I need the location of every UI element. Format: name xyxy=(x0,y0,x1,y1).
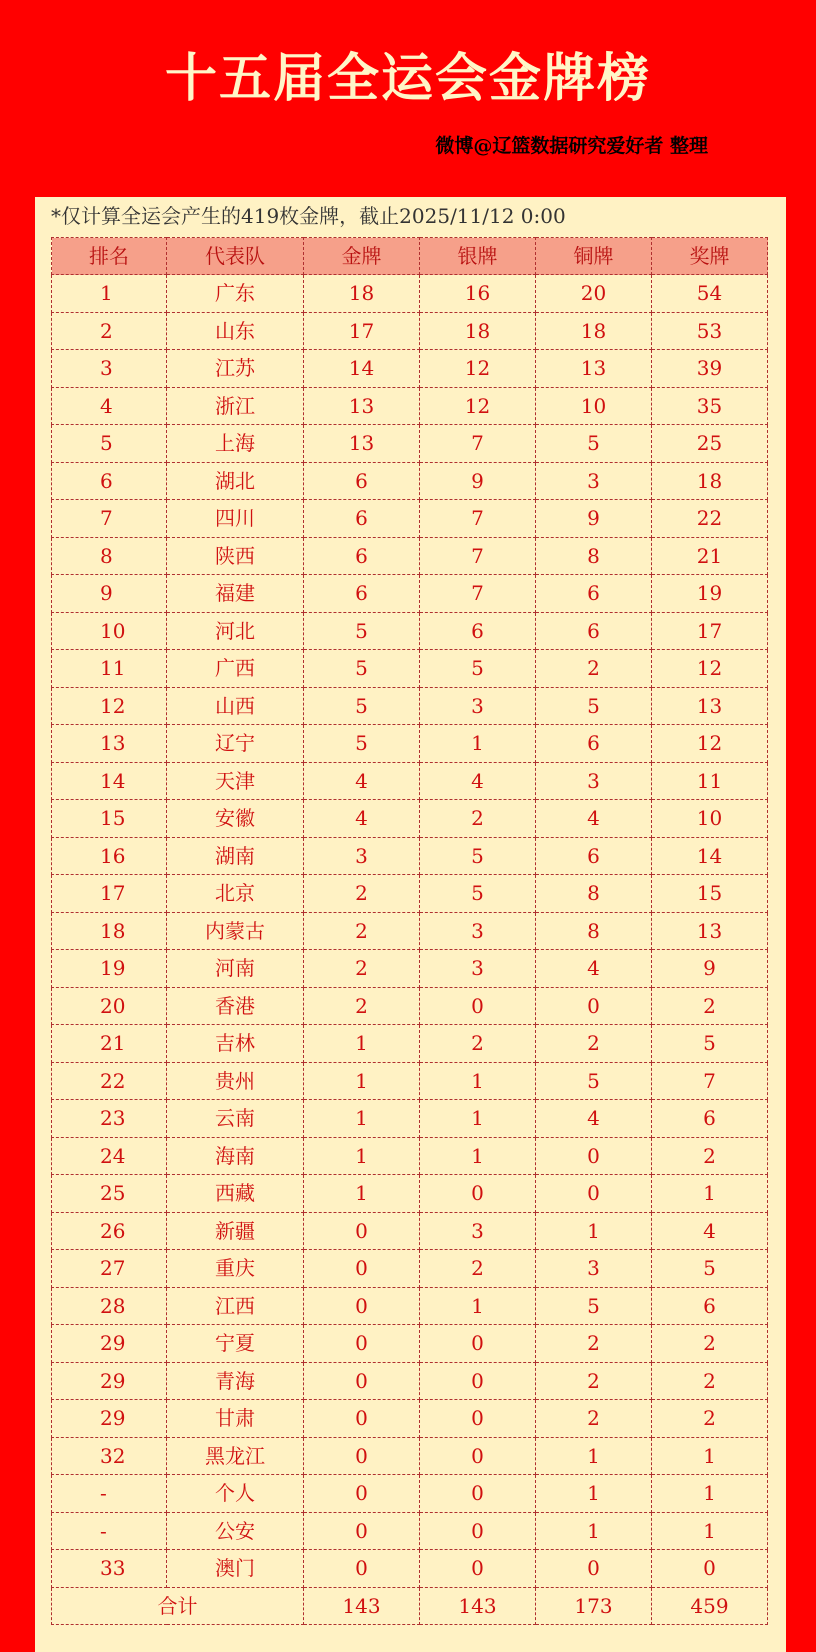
table-row xyxy=(52,725,768,763)
rank-cell: 13 xyxy=(52,725,167,763)
table-row xyxy=(52,500,768,538)
silver-cell: 3 xyxy=(420,950,536,988)
silver-cell: 7 xyxy=(420,500,536,538)
rank-cell: 25 xyxy=(52,1175,167,1213)
rank-cell: 10 xyxy=(52,612,167,650)
medals-cell: 10 xyxy=(652,800,768,838)
gold-cell: 6 xyxy=(304,537,420,575)
medals-cell: 18 xyxy=(652,462,768,500)
table-row xyxy=(52,875,768,913)
team-cell: 四川 xyxy=(167,500,304,538)
table-header-row xyxy=(52,238,768,275)
silver-cell: 0 xyxy=(420,1175,536,1213)
table-row xyxy=(52,1325,768,1363)
gold-cell: 0 xyxy=(304,1550,420,1588)
silver-cell: 7 xyxy=(420,537,536,575)
table-row xyxy=(52,650,768,688)
medals-cell: 1 xyxy=(652,1475,768,1513)
bronze-cell: 5 xyxy=(536,1062,652,1100)
silver-cell: 0 xyxy=(420,1362,536,1400)
team-cell: 陕西 xyxy=(167,537,304,575)
gold-cell: 13 xyxy=(304,387,420,425)
medals-cell: 54 xyxy=(652,275,768,313)
rank-cell: 27 xyxy=(52,1250,167,1288)
gold-cell: 1 xyxy=(304,1062,420,1100)
medals-cell: 1 xyxy=(652,1512,768,1550)
rank-cell: 18 xyxy=(52,912,167,950)
silver-cell: 0 xyxy=(420,1437,536,1475)
gold-cell: 2 xyxy=(304,950,420,988)
table-row xyxy=(52,312,768,350)
table-row xyxy=(52,687,768,725)
gold-cell: 3 xyxy=(304,837,420,875)
rank-cell: 11 xyxy=(52,650,167,688)
bronze-cell: 3 xyxy=(536,462,652,500)
bronze-cell: 8 xyxy=(536,537,652,575)
bronze-cell: 5 xyxy=(536,687,652,725)
silver-cell: 0 xyxy=(420,1400,536,1438)
medals-cell: 13 xyxy=(652,687,768,725)
table-row xyxy=(52,537,768,575)
bronze-cell: 1 xyxy=(536,1212,652,1250)
total-silver: 143 xyxy=(420,1587,536,1625)
gold-cell: 5 xyxy=(304,687,420,725)
table-row xyxy=(52,462,768,500)
table-row xyxy=(52,1212,768,1250)
table-note: *仅计算全运会产生的419枚金牌，截止2025/11/12 0:00 xyxy=(51,204,566,228)
table-row xyxy=(52,612,768,650)
gold-cell: 1 xyxy=(304,1175,420,1213)
bronze-cell: 18 xyxy=(536,312,652,350)
silver-cell: 1 xyxy=(420,1100,536,1138)
silver-cell: 5 xyxy=(420,650,536,688)
silver-cell: 6 xyxy=(420,612,536,650)
bronze-cell: 2 xyxy=(536,1025,652,1063)
bronze-cell: 2 xyxy=(536,1362,652,1400)
silver-cell: 18 xyxy=(420,312,536,350)
table-row xyxy=(52,1400,768,1438)
silver-cell: 3 xyxy=(420,687,536,725)
gold-cell: 0 xyxy=(304,1362,420,1400)
team-cell: 个人 xyxy=(167,1475,304,1513)
team-cell: 上海 xyxy=(167,425,304,463)
gold-cell: 0 xyxy=(304,1250,420,1288)
gold-cell: 14 xyxy=(304,350,420,388)
table-row xyxy=(52,275,768,313)
gold-cell: 18 xyxy=(304,275,420,313)
rank-cell: 28 xyxy=(52,1287,167,1325)
table-row xyxy=(52,1175,768,1213)
table-row xyxy=(52,575,768,613)
team-cell: 黑龙江 xyxy=(167,1437,304,1475)
medals-cell: 2 xyxy=(652,1362,768,1400)
total-bronze: 173 xyxy=(536,1587,652,1625)
bronze-cell: 6 xyxy=(536,837,652,875)
silver-cell: 1 xyxy=(420,725,536,763)
page-title: 十五届全运会金牌榜 xyxy=(164,48,651,109)
bronze-cell: 20 xyxy=(536,275,652,313)
rank-cell: 5 xyxy=(52,425,167,463)
rank-cell: 20 xyxy=(52,987,167,1025)
team-cell: 新疆 xyxy=(167,1212,304,1250)
gold-cell: 1 xyxy=(304,1025,420,1063)
bronze-cell: 0 xyxy=(536,1550,652,1588)
team-cell: 澳门 xyxy=(167,1550,304,1588)
bronze-cell: 0 xyxy=(536,1175,652,1213)
bronze-cell: 6 xyxy=(536,612,652,650)
team-cell: 公安 xyxy=(167,1512,304,1550)
table-row xyxy=(52,762,768,800)
team-cell: 香港 xyxy=(167,987,304,1025)
gold-cell: 1 xyxy=(304,1100,420,1138)
silver-cell: 1 xyxy=(420,1062,536,1100)
team-cell: 广西 xyxy=(167,650,304,688)
medals-cell: 2 xyxy=(652,1400,768,1438)
team-cell: 辽宁 xyxy=(167,725,304,763)
silver-cell: 0 xyxy=(420,1512,536,1550)
gold-cell: 0 xyxy=(304,1287,420,1325)
gold-cell: 5 xyxy=(304,650,420,688)
bronze-cell: 4 xyxy=(536,950,652,988)
silver-cell: 5 xyxy=(420,875,536,913)
rank-cell: 4 xyxy=(52,387,167,425)
silver-cell: 0 xyxy=(420,1550,536,1588)
team-cell: 广东 xyxy=(167,275,304,313)
gold-cell: 4 xyxy=(304,762,420,800)
header-medals: 奖牌 xyxy=(652,238,768,275)
medals-cell: 25 xyxy=(652,425,768,463)
gold-cell: 13 xyxy=(304,425,420,463)
rank-cell: 32 xyxy=(52,1437,167,1475)
team-cell: 河北 xyxy=(167,612,304,650)
gold-cell: 4 xyxy=(304,800,420,838)
silver-cell: 0 xyxy=(420,1475,536,1513)
team-cell: 山东 xyxy=(167,312,304,350)
medals-cell: 7 xyxy=(652,1062,768,1100)
medals-cell: 11 xyxy=(652,762,768,800)
bronze-cell: 0 xyxy=(536,987,652,1025)
table-row xyxy=(52,837,768,875)
table-row xyxy=(52,387,768,425)
rank-cell: 19 xyxy=(52,950,167,988)
medals-cell: 35 xyxy=(652,387,768,425)
team-cell: 江苏 xyxy=(167,350,304,388)
medals-cell: 2 xyxy=(652,1137,768,1175)
team-cell: 安徽 xyxy=(167,800,304,838)
rank-cell: 29 xyxy=(52,1325,167,1363)
gold-cell: 6 xyxy=(304,500,420,538)
header-bronze: 铜牌 xyxy=(536,238,652,275)
rank-cell: 14 xyxy=(52,762,167,800)
silver-cell: 7 xyxy=(420,575,536,613)
rank-cell: 15 xyxy=(52,800,167,838)
bronze-cell: 8 xyxy=(536,875,652,913)
team-cell: 福建 xyxy=(167,575,304,613)
rank-cell: 7 xyxy=(52,500,167,538)
silver-cell: 9 xyxy=(420,462,536,500)
table-row xyxy=(52,1512,768,1550)
team-cell: 重庆 xyxy=(167,1250,304,1288)
rank-cell: 1 xyxy=(52,275,167,313)
table-row xyxy=(52,1062,768,1100)
medals-cell: 6 xyxy=(652,1287,768,1325)
silver-cell: 2 xyxy=(420,800,536,838)
silver-cell: 0 xyxy=(420,987,536,1025)
bronze-cell: 10 xyxy=(536,387,652,425)
bronze-cell: 4 xyxy=(536,1100,652,1138)
table-row xyxy=(52,1287,768,1325)
medals-cell: 13 xyxy=(652,912,768,950)
total-label: 合计 xyxy=(52,1587,304,1625)
gold-cell: 5 xyxy=(304,612,420,650)
team-cell: 内蒙古 xyxy=(167,912,304,950)
medals-cell: 2 xyxy=(652,1325,768,1363)
gold-cell: 5 xyxy=(304,725,420,763)
table-row xyxy=(52,1025,768,1063)
medals-cell: 1 xyxy=(652,1437,768,1475)
team-cell: 北京 xyxy=(167,875,304,913)
rank-cell: - xyxy=(52,1512,167,1550)
table-body xyxy=(52,275,768,1588)
medal-table-panel xyxy=(35,197,786,1652)
bronze-cell: 6 xyxy=(536,725,652,763)
team-cell: 宁夏 xyxy=(167,1325,304,1363)
bronze-cell: 13 xyxy=(536,350,652,388)
rank-cell: 33 xyxy=(52,1550,167,1588)
gold-cell: 17 xyxy=(304,312,420,350)
medals-cell: 15 xyxy=(652,875,768,913)
silver-cell: 1 xyxy=(420,1287,536,1325)
team-cell: 贵州 xyxy=(167,1062,304,1100)
rank-cell: - xyxy=(52,1475,167,1513)
total-gold: 143 xyxy=(304,1587,420,1625)
team-cell: 湖南 xyxy=(167,837,304,875)
medals-cell: 12 xyxy=(652,650,768,688)
team-cell: 江西 xyxy=(167,1287,304,1325)
bronze-cell: 1 xyxy=(536,1512,652,1550)
medals-cell: 21 xyxy=(652,537,768,575)
rank-cell: 26 xyxy=(52,1212,167,1250)
bronze-cell: 4 xyxy=(536,800,652,838)
silver-cell: 7 xyxy=(420,425,536,463)
medals-cell: 2 xyxy=(652,987,768,1025)
table-row xyxy=(52,1362,768,1400)
rank-cell: 6 xyxy=(52,462,167,500)
rank-cell: 17 xyxy=(52,875,167,913)
table-row xyxy=(52,912,768,950)
team-cell: 云南 xyxy=(167,1100,304,1138)
bronze-cell: 2 xyxy=(536,650,652,688)
header-rank: 排名 xyxy=(52,238,167,275)
team-cell: 青海 xyxy=(167,1362,304,1400)
rank-cell: 12 xyxy=(52,687,167,725)
medal-table xyxy=(51,237,768,1625)
header-team: 代表队 xyxy=(167,238,304,275)
table-row xyxy=(52,350,768,388)
team-cell: 天津 xyxy=(167,762,304,800)
silver-cell: 3 xyxy=(420,1212,536,1250)
total-medals: 459 xyxy=(652,1587,768,1625)
team-cell: 海南 xyxy=(167,1137,304,1175)
silver-cell: 12 xyxy=(420,387,536,425)
bronze-cell: 1 xyxy=(536,1475,652,1513)
gold-cell: 0 xyxy=(304,1437,420,1475)
table-row xyxy=(52,425,768,463)
table-row xyxy=(52,1550,768,1588)
table-row xyxy=(52,1437,768,1475)
silver-cell: 5 xyxy=(420,837,536,875)
bronze-cell: 0 xyxy=(536,1137,652,1175)
bronze-cell: 3 xyxy=(536,762,652,800)
silver-cell: 1 xyxy=(420,1137,536,1175)
medals-cell: 19 xyxy=(652,575,768,613)
gold-cell: 2 xyxy=(304,912,420,950)
gold-cell: 6 xyxy=(304,462,420,500)
gold-cell: 2 xyxy=(304,987,420,1025)
silver-cell: 0 xyxy=(420,1325,536,1363)
bronze-cell: 6 xyxy=(536,575,652,613)
gold-cell: 0 xyxy=(304,1475,420,1513)
gold-cell: 6 xyxy=(304,575,420,613)
bronze-cell: 9 xyxy=(536,500,652,538)
gold-cell: 0 xyxy=(304,1400,420,1438)
medals-cell: 4 xyxy=(652,1212,768,1250)
rank-cell: 23 xyxy=(52,1100,167,1138)
team-cell: 湖北 xyxy=(167,462,304,500)
silver-cell: 3 xyxy=(420,912,536,950)
total-row xyxy=(52,1587,768,1625)
silver-cell: 2 xyxy=(420,1250,536,1288)
gold-cell: 2 xyxy=(304,875,420,913)
medals-cell: 17 xyxy=(652,612,768,650)
bronze-cell: 2 xyxy=(536,1325,652,1363)
bronze-cell: 8 xyxy=(536,912,652,950)
bronze-cell: 5 xyxy=(536,1287,652,1325)
table-row xyxy=(52,950,768,988)
medals-cell: 6 xyxy=(652,1100,768,1138)
silver-cell: 16 xyxy=(420,275,536,313)
table-row xyxy=(52,1250,768,1288)
table-row xyxy=(52,800,768,838)
rank-cell: 9 xyxy=(52,575,167,613)
medals-cell: 9 xyxy=(652,950,768,988)
medals-cell: 0 xyxy=(652,1550,768,1588)
team-cell: 河南 xyxy=(167,950,304,988)
medals-cell: 12 xyxy=(652,725,768,763)
rank-cell: 21 xyxy=(52,1025,167,1063)
medals-cell: 39 xyxy=(652,350,768,388)
bronze-cell: 5 xyxy=(536,425,652,463)
table-row xyxy=(52,1137,768,1175)
rank-cell: 29 xyxy=(52,1400,167,1438)
medals-cell: 5 xyxy=(652,1250,768,1288)
medals-cell: 1 xyxy=(652,1175,768,1213)
silver-cell: 12 xyxy=(420,350,536,388)
team-cell: 山西 xyxy=(167,687,304,725)
rank-cell: 16 xyxy=(52,837,167,875)
silver-cell: 2 xyxy=(420,1025,536,1063)
medals-cell: 14 xyxy=(652,837,768,875)
table-row xyxy=(52,1100,768,1138)
team-cell: 甘肃 xyxy=(167,1400,304,1438)
rank-cell: 2 xyxy=(52,312,167,350)
bronze-cell: 2 xyxy=(536,1400,652,1438)
rank-cell: 24 xyxy=(52,1137,167,1175)
medals-cell: 53 xyxy=(652,312,768,350)
medals-cell: 5 xyxy=(652,1025,768,1063)
bronze-cell: 1 xyxy=(536,1437,652,1475)
header-silver: 银牌 xyxy=(420,238,536,275)
rank-cell: 3 xyxy=(52,350,167,388)
gold-cell: 0 xyxy=(304,1325,420,1363)
credit-line: 微博@辽篮数据研究爱好者 整理 xyxy=(435,135,708,157)
gold-cell: 1 xyxy=(304,1137,420,1175)
silver-cell: 4 xyxy=(420,762,536,800)
gold-cell: 0 xyxy=(304,1212,420,1250)
team-cell: 吉林 xyxy=(167,1025,304,1063)
rank-cell: 22 xyxy=(52,1062,167,1100)
bronze-cell: 3 xyxy=(536,1250,652,1288)
table-row xyxy=(52,987,768,1025)
header-gold: 金牌 xyxy=(304,238,420,275)
team-cell: 西藏 xyxy=(167,1175,304,1213)
team-cell: 浙江 xyxy=(167,387,304,425)
rank-cell: 8 xyxy=(52,537,167,575)
table-row xyxy=(52,1475,768,1513)
medals-cell: 22 xyxy=(652,500,768,538)
rank-cell: 29 xyxy=(52,1362,167,1400)
gold-cell: 0 xyxy=(304,1512,420,1550)
